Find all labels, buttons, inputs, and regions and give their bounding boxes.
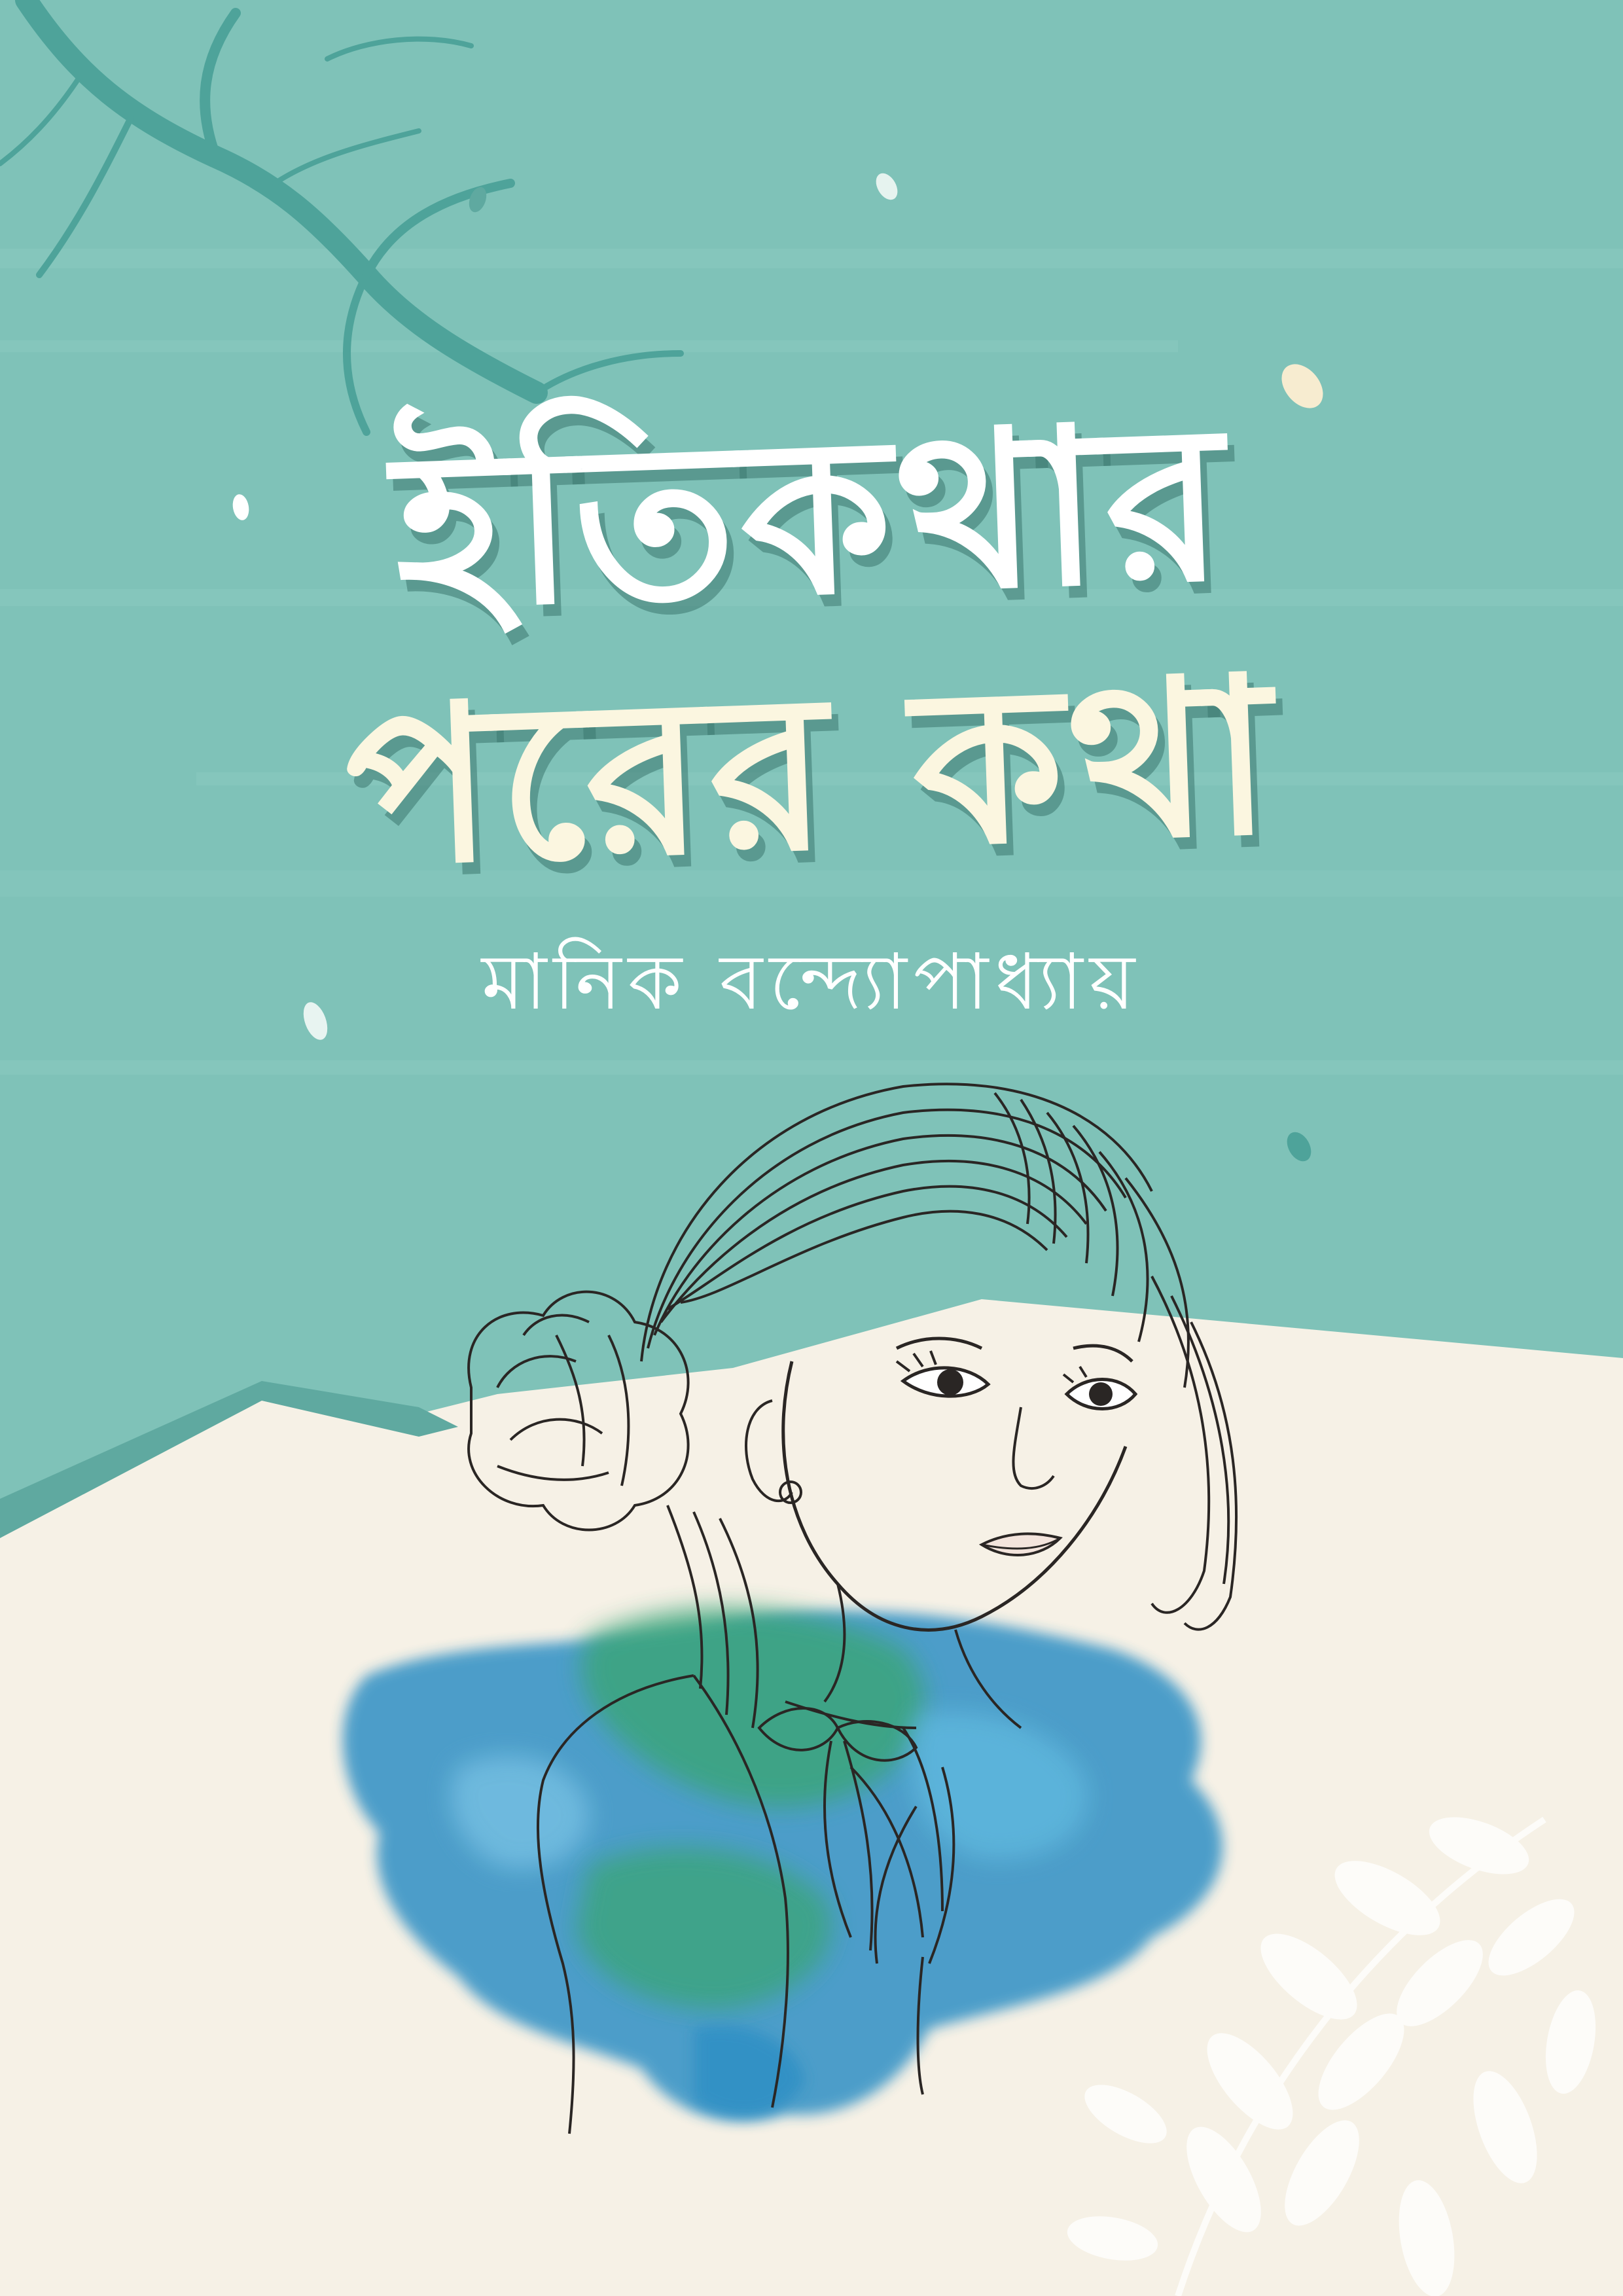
author-name: মানিক বন্দ্যোপাধ্যায় [481, 937, 1142, 1027]
book-title-line-1: ইতিকথার [389, 376, 1234, 658]
book-title-line-2: পরের কথা [342, 630, 1281, 914]
